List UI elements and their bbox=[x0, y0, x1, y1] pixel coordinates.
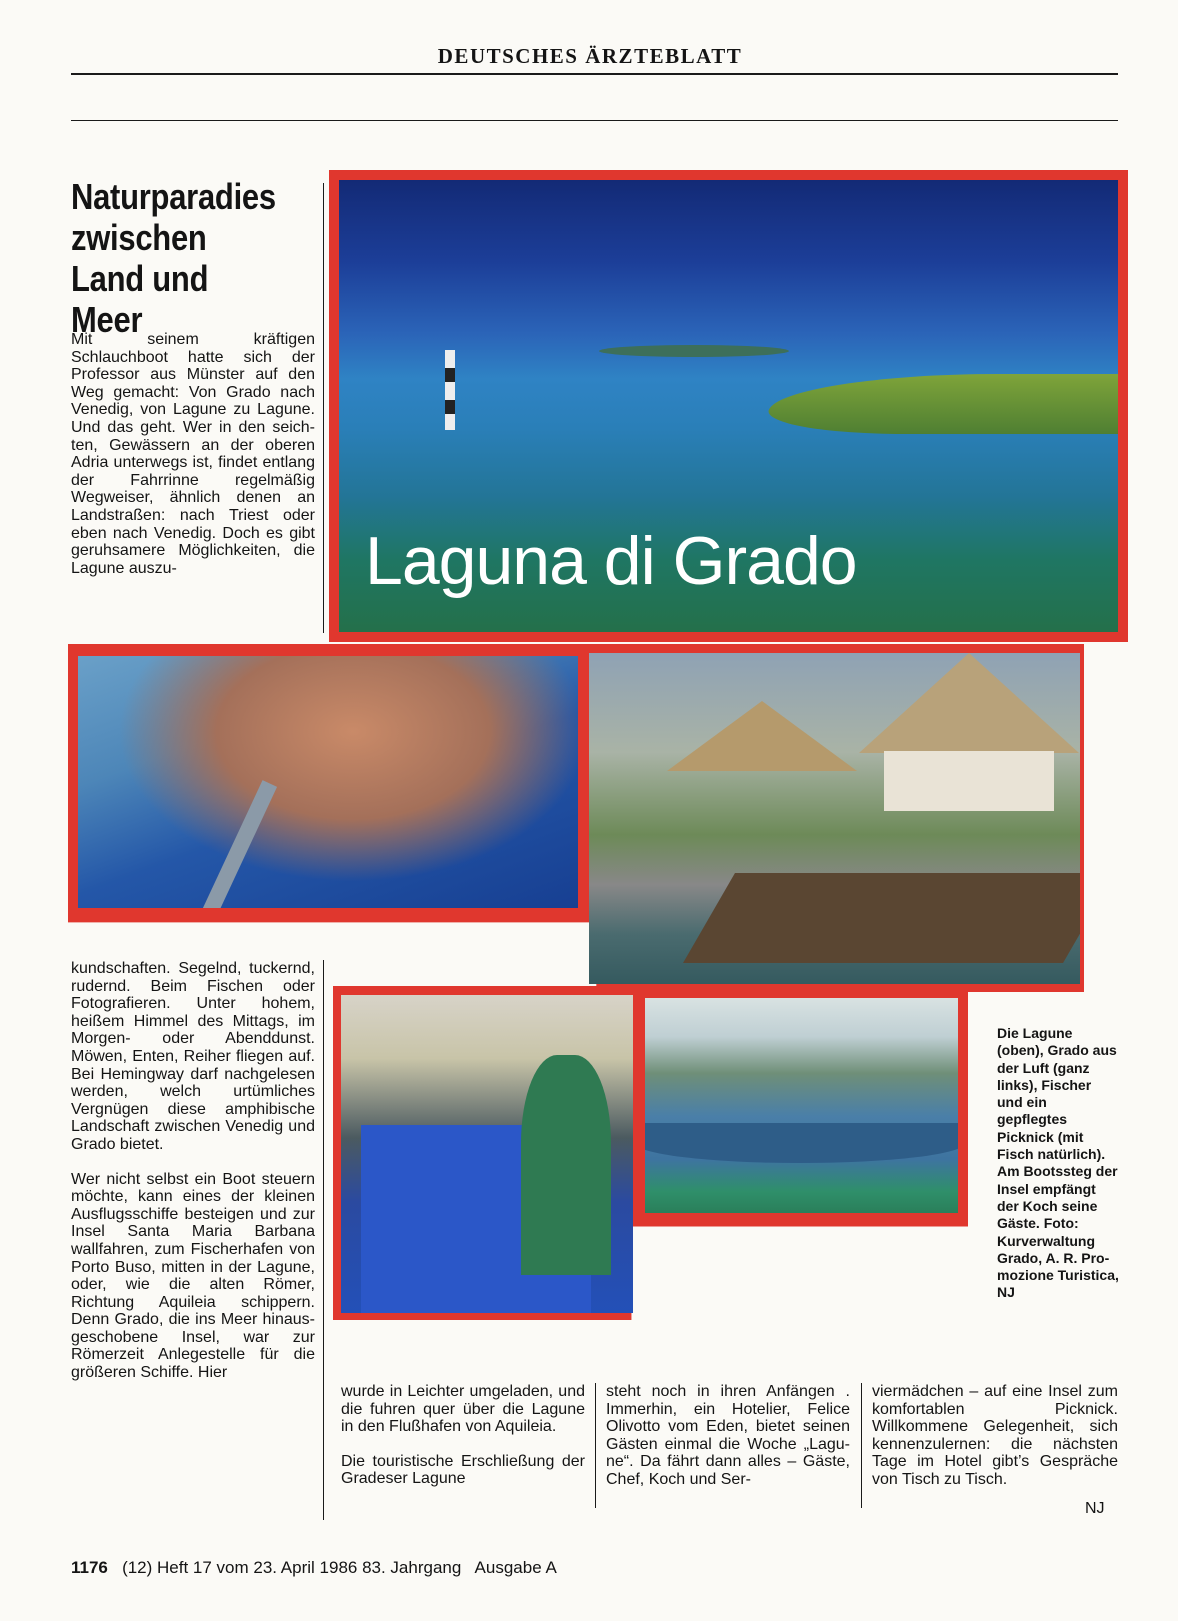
column-rule bbox=[323, 960, 324, 1520]
paragraph: steht noch in ihren Anfängen . Immerhin, ein Hotelier, Felice Olivotto vom Eden, bietet seinen Gästen einmal die Woche „Lagune“. Da fährt dann alles – Gäste, Chef, Koch und Ser- bbox=[606, 1383, 850, 1488]
boat-shape bbox=[645, 1123, 958, 1163]
channel-marker-post bbox=[445, 350, 455, 430]
person-shape bbox=[521, 1055, 611, 1275]
lagoon-photo bbox=[339, 180, 1118, 632]
column-rule bbox=[323, 183, 324, 633]
issue-info: (12) Heft 17 vom 23. April 1986 83. Jahrgang Ausgabe A bbox=[122, 1558, 557, 1577]
headline bbox=[71, 176, 286, 340]
aerial-grado-photo bbox=[78, 656, 578, 908]
picnic-island-photo bbox=[589, 653, 1080, 984]
article-column-4 bbox=[872, 1383, 1118, 1506]
paragraph: viermädchen – auf eine Insel zum komfortablen Picknick. Willkommene Gelegenheit, sich kennenzulernen: die nächsten Tage im Hotel gibt’s Gespräche von Tisch zu Tisch. bbox=[872, 1383, 1118, 1488]
article-column-2 bbox=[341, 1383, 585, 1505]
paragraph: wurde in Leichter umgeladen, und die fuhren quer über die Lagune in den Flußhafen von Aquileia. bbox=[341, 1383, 585, 1436]
page-footer bbox=[71, 1558, 557, 1578]
header-rule bbox=[71, 120, 1118, 121]
headline-line: Naturparadies bbox=[71, 176, 276, 217]
masthead-rule bbox=[71, 73, 1118, 75]
page-number: 1176 bbox=[71, 1558, 108, 1577]
dock-shape bbox=[683, 873, 1080, 963]
hut-roof-shape bbox=[667, 701, 857, 771]
paragraph: Mit seinem kräftigen Schlauchboot hatte sich der Professor aus Münster auf den Weg gemacht: Von Grado nach Venedig, von Lagune zu Lagune. Und das geht. Wer in den seichten, Gewässern an der oberen Adria unterwegs ist, findet entlang der Fahrrinne regelmäßig Wegweiser, ähnlich denen an Landstraßen: nach Triest oder eben nach Venedig. Doch es gibt geruhsamere Möglichkeiten, die Lagune auszu- bbox=[71, 331, 315, 577]
headline-line: zwischen bbox=[71, 217, 207, 258]
hut-wall-shape bbox=[884, 751, 1054, 811]
paragraph: Die touristische Erschließung der Gradeser Lagune bbox=[341, 1452, 585, 1488]
photo-caption: Die Lagune (oben), Grado aus der Luft (ganz links), Fischer und ein gepflegtes Picknick (mit Fisch natürlich). Am Bootssteg der Insel empfängt der Koch seine Gäste. Foto: Kurverwaltung Grado, A. R. Promozione Turistica, NJ bbox=[997, 1025, 1119, 1301]
marsh-shape bbox=[760, 374, 1118, 434]
buffet-photo bbox=[341, 995, 633, 1313]
causeway-shape bbox=[195, 780, 277, 908]
column-rule bbox=[861, 1383, 862, 1508]
article-column-1-top bbox=[71, 331, 315, 577]
paragraph: Wer nicht selbst ein Boot steuern möchte, kann eines der kleinen Ausflugsschiffe besteigen und zur Insel Santa Maria Barbana wallfahren, zum Fischerhafen von Porto Buso, mitten in der Lagune, oder, wie die alten Römer, Richtung Aquileia schippern. Denn Grado, die ins Meer hinausgeschobene Insel, war zur Römerzeit Anlegestelle für die größeren Schiffe. Hier bbox=[71, 1170, 315, 1382]
masthead: DEUTSCHES ÄRZTEBLATT bbox=[437, 44, 743, 68]
author-signature: NJ bbox=[1085, 1500, 1105, 1517]
article-column-1-bottom bbox=[71, 960, 315, 1399]
column-rule bbox=[595, 1383, 596, 1508]
fishermen-photo bbox=[645, 998, 958, 1213]
photo-title: Laguna di Grado bbox=[365, 523, 857, 599]
headline-line: Land und Meer bbox=[71, 258, 209, 340]
island-shape bbox=[599, 345, 789, 357]
hut-roof-shape bbox=[859, 653, 1079, 753]
article-column-3 bbox=[606, 1383, 850, 1506]
paragraph: kundschaften. Segelnd, tuckernd, rudernd. Beim Fischen oder Fotografieren. Unter hohem, heißem Himmel des Mittags, im Morgen- oder Abenddunst. Möwen, Enten, Reiher fliegen auf. Bei Hemingway darf nachgelesen werden, welch urtümliches Vergnügen diese amphibische Landschaft zwischen Venedig und Grado bietet. bbox=[71, 960, 315, 1153]
